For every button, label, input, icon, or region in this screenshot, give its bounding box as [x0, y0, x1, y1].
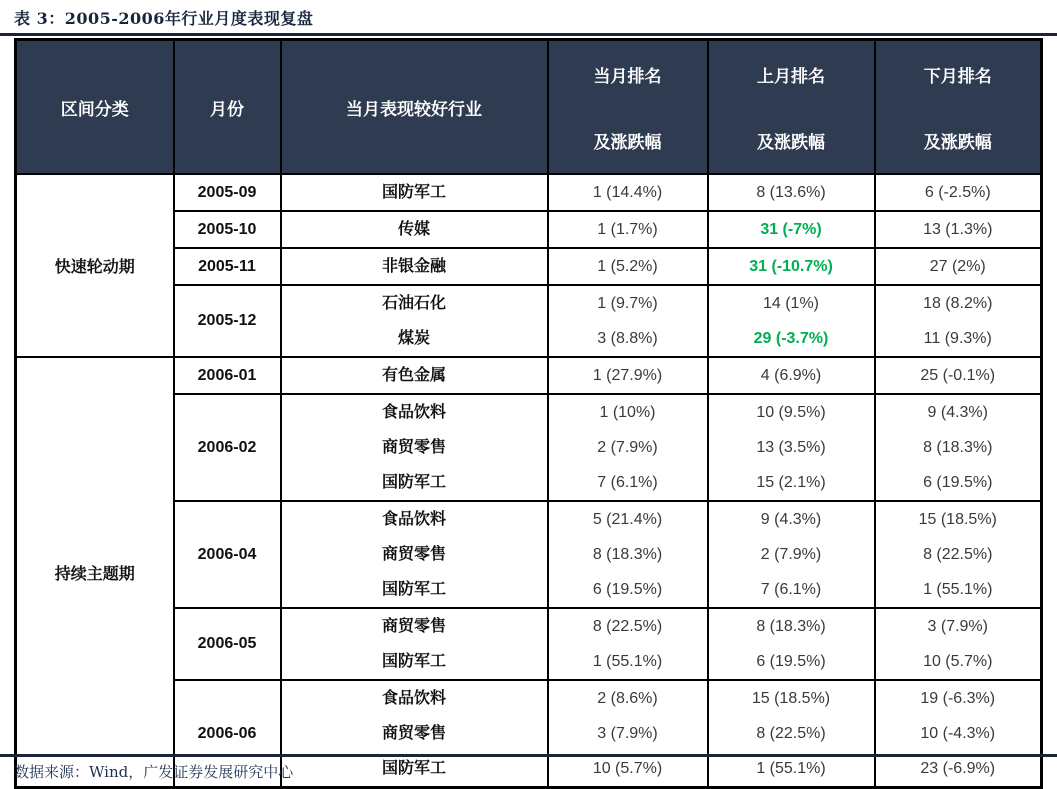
- prev-rank-value: 2 (7.9%): [760, 546, 822, 563]
- current-rank-cell: [548, 680, 708, 788]
- header-current-rank-line1: 当月排名: [593, 66, 662, 86]
- prev-rank-cell: [708, 680, 875, 788]
- prev-rank-value: 8 (18.3%): [756, 618, 826, 635]
- header-prev-rank-lines: [709, 41, 874, 173]
- current-rank-cell: [548, 501, 708, 608]
- header-current-rank-line2: 及涨跌幅: [593, 132, 662, 152]
- prev-rank-cell: [708, 357, 875, 394]
- header-industry: [281, 40, 548, 175]
- title-rule: [0, 33, 1057, 36]
- current-rank-value: 1 (10%): [599, 404, 656, 421]
- prev-rank-value: 8 (13.6%): [756, 184, 826, 201]
- current-rank-cell: [548, 608, 708, 680]
- next-rank-value: 8 (18.3%): [923, 439, 993, 456]
- next-rank-value: 15 (18.5%): [918, 511, 997, 528]
- industry-cell: [281, 394, 548, 501]
- current-rank-value: 10 (5.7%): [592, 760, 663, 777]
- current-rank-value: 1 (27.9%): [592, 367, 663, 384]
- industry-name: 非银金融: [381, 258, 446, 275]
- prev-rank-cell: [708, 394, 875, 501]
- next-rank-cell: [875, 680, 1042, 788]
- next-rank-value: 25 (-0.1%): [920, 367, 996, 384]
- industry-name: 商贸零售: [381, 725, 446, 742]
- header-month-label: 月份: [210, 99, 244, 119]
- current-rank-cell: [548, 174, 708, 211]
- current-rank-cell: [548, 394, 708, 501]
- header-row: [16, 40, 1042, 175]
- prev-rank-value: 14 (1%): [762, 295, 820, 312]
- month-cell: 2006-05: [174, 608, 281, 680]
- month-cell: 2006-04: [174, 501, 281, 608]
- next-rank-cell: [875, 248, 1042, 285]
- next-rank-cell: [875, 394, 1042, 501]
- industry-name: 食品饮料: [381, 404, 446, 421]
- table-title: 表 3：2005-2006年行业月度表现复盘: [14, 9, 314, 28]
- prev-rank-value: 7 (6.1%): [760, 581, 822, 598]
- next-rank-value: 1 (55.1%): [923, 581, 993, 598]
- current-rank-cell: [548, 285, 708, 357]
- next-rank-value: 10 (-4.3%): [920, 725, 996, 742]
- industry-name: 有色金属: [381, 367, 446, 384]
- current-rank-value: 7 (6.1%): [597, 474, 658, 491]
- next-rank-cell: [875, 174, 1042, 211]
- industry-cell: [281, 680, 548, 788]
- header-next-rank-line1: 下月排名: [923, 66, 992, 86]
- header-period-label: 区间分类: [60, 99, 129, 119]
- period-cell: 持续主题期: [16, 357, 174, 788]
- table-row: [16, 357, 1042, 394]
- header-month: [174, 40, 281, 175]
- current-rank-value: 2 (8.6%): [597, 690, 658, 707]
- prev-rank-value: 31 (-10.7%): [749, 258, 833, 275]
- next-rank-cell: [875, 285, 1042, 357]
- month-cell: 2005-12: [174, 285, 281, 357]
- next-rank-value: 6 (19.5%): [923, 474, 993, 491]
- next-rank-value: 10 (5.7%): [923, 653, 993, 670]
- table-header: [16, 40, 1042, 175]
- industry-cell: [281, 501, 548, 608]
- month-cell: 2006-02: [174, 394, 281, 501]
- next-rank-value: 6 (-2.5%): [924, 184, 991, 201]
- prev-rank-value: 15 (2.1%): [756, 474, 826, 491]
- header-prev-rank-line1: 上月排名: [757, 66, 825, 86]
- prev-rank-value: 6 (19.5%): [756, 653, 826, 670]
- industry-cell: [281, 285, 548, 357]
- header-current-rank-lines: [549, 41, 707, 173]
- header-next-rank-line2: 及涨跌幅: [923, 132, 992, 152]
- industry-cell: [281, 357, 548, 394]
- period-cell: 快速轮动期: [16, 174, 174, 357]
- header-next-rank: [875, 40, 1042, 175]
- prev-rank-value: 1 (55.1%): [756, 760, 826, 777]
- next-rank-value: 18 (8.2%): [923, 295, 993, 312]
- month-cell: 2005-09: [174, 174, 281, 211]
- prev-rank-value: 10 (9.5%): [756, 404, 826, 421]
- next-rank-value: 13 (1.3%): [923, 221, 993, 238]
- header-prev-rank: [708, 40, 875, 175]
- current-rank-cell: [548, 211, 708, 248]
- current-rank-value: 3 (8.8%): [597, 330, 658, 347]
- industry-cell: [281, 174, 548, 211]
- next-rank-cell: [875, 608, 1042, 680]
- current-rank-value: 5 (21.4%): [592, 511, 663, 528]
- prev-rank-value: 29 (-3.7%): [753, 330, 829, 347]
- prev-rank-value: 31 (-7%): [760, 221, 822, 238]
- prev-rank-value: 8 (22.5%): [756, 725, 826, 742]
- prev-rank-cell: [708, 285, 875, 357]
- next-rank-cell: [875, 211, 1042, 248]
- header-period: [16, 40, 174, 175]
- month-cell: 2006-01: [174, 357, 281, 394]
- industry-name: 商贸零售: [381, 618, 446, 635]
- prev-rank-cell: [708, 211, 875, 248]
- month-cell: 2005-10: [174, 211, 281, 248]
- prev-rank-cell: [708, 608, 875, 680]
- table-body: [16, 174, 1042, 788]
- prev-rank-value: 9 (4.3%): [760, 511, 822, 528]
- industry-name: 国防军工: [381, 184, 446, 201]
- prev-rank-cell: [708, 248, 875, 285]
- industry-name: 传媒: [397, 221, 430, 238]
- prev-rank-value: 13 (3.5%): [756, 439, 826, 456]
- next-rank-value: 3 (7.9%): [927, 618, 988, 635]
- current-rank-value: 3 (7.9%): [597, 725, 658, 742]
- current-rank-value: 6 (19.5%): [592, 581, 663, 598]
- industry-name: 国防军工: [381, 474, 446, 491]
- source-bar: [0, 757, 307, 782]
- prev-rank-value: 15 (18.5%): [751, 690, 831, 707]
- source-note: 数据来源：Wind，广发证券发展研究中心: [14, 763, 294, 781]
- industry-name: 国防军工: [381, 581, 446, 598]
- month-cell: 2006-06: [174, 680, 281, 788]
- industry-name: 食品饮料: [381, 511, 446, 528]
- next-rank-value: 8 (22.5%): [923, 546, 993, 563]
- current-rank-value: 1 (55.1%): [592, 653, 663, 670]
- current-rank-value: 2 (7.9%): [597, 439, 658, 456]
- table-row: [16, 174, 1042, 211]
- header-industry-label: 当月表现较好行业: [346, 99, 482, 119]
- current-rank-value: 8 (22.5%): [592, 618, 663, 635]
- prev-rank-cell: [708, 501, 875, 608]
- industry-name: 国防军工: [381, 760, 446, 777]
- current-rank-cell: [548, 357, 708, 394]
- industry-name: 国防军工: [381, 653, 446, 670]
- table-title-bar: [0, 0, 1057, 33]
- current-rank-cell: [548, 248, 708, 285]
- next-rank-cell: [875, 501, 1042, 608]
- next-rank-value: 19 (-6.3%): [920, 690, 996, 707]
- industry-cell: [281, 211, 548, 248]
- next-rank-value: 27 (2%): [929, 258, 986, 275]
- header-current-rank: [548, 40, 708, 175]
- industry-name: 食品饮料: [381, 690, 446, 707]
- current-rank-value: 1 (5.2%): [597, 258, 658, 275]
- performance-table: [14, 38, 1043, 789]
- next-rank-value: 11 (9.3%): [923, 330, 992, 347]
- prev-rank-cell: [708, 174, 875, 211]
- current-rank-value: 1 (1.7%): [597, 221, 658, 238]
- header-next-rank-lines: [876, 41, 1041, 173]
- next-rank-value: 23 (-6.9%): [920, 760, 996, 777]
- industry-name: 煤炭: [397, 330, 430, 347]
- industry-cell: [281, 248, 548, 285]
- industry-name: 商贸零售: [381, 439, 446, 456]
- month-cell: 2005-11: [174, 248, 281, 285]
- current-rank-value: 1 (14.4%): [592, 184, 663, 201]
- industry-name: 石油石化: [381, 295, 446, 312]
- industry-cell: [281, 608, 548, 680]
- current-rank-value: 1 (9.7%): [597, 295, 658, 312]
- prev-rank-value: 4 (6.9%): [760, 367, 822, 384]
- industry-name: 商贸零售: [381, 546, 446, 563]
- next-rank-value: 9 (4.3%): [927, 404, 988, 421]
- header-prev-rank-line2: 及涨跌幅: [757, 132, 825, 152]
- current-rank-value: 8 (18.3%): [592, 546, 663, 563]
- next-rank-cell: [875, 357, 1042, 394]
